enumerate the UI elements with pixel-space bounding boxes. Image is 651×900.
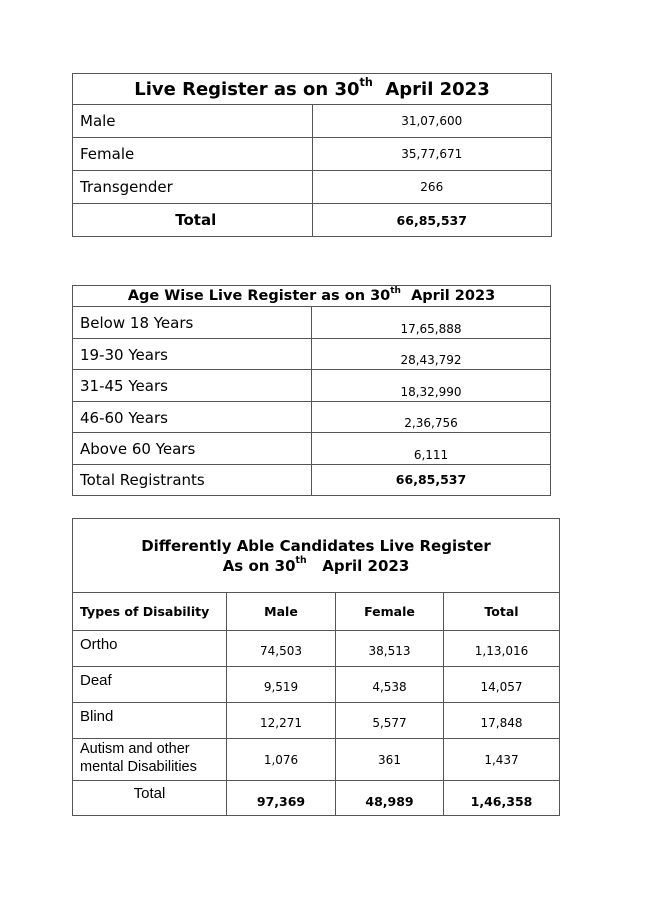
female-count: 38,513 [336,631,444,667]
table-row [73,703,560,739]
male-count: 74,503 [227,631,336,667]
row-label: Female [73,138,313,171]
total-value: 66,85,537 [312,464,551,496]
total-female: 48,989 [336,781,444,816]
total-row [73,464,551,496]
table-row [73,171,552,204]
table-row [73,739,560,781]
total-count: 14,057 [444,667,560,703]
female-count: 4,538 [336,667,444,703]
total-all: 1,46,358 [444,781,560,816]
row-value: 18,32,990 [312,370,551,402]
table-row [73,105,552,138]
disability-type: Ortho [73,631,227,667]
row-label: 19-30 Years [73,338,312,370]
table-title-row [73,286,551,307]
total-label: Total [73,781,227,816]
total-count: 1,13,016 [444,631,560,667]
row-label: Male [73,105,313,138]
age-wise-live-register-table [72,285,551,496]
column-header-male: Male [227,593,336,631]
row-value: 17,65,888 [312,307,551,339]
column-header-row [73,593,560,631]
male-count: 12,271 [227,703,336,739]
table-row [73,307,551,339]
table-row [73,631,560,667]
row-value: 35,77,671 [312,138,552,171]
table-row [73,433,551,465]
table-row [73,401,551,433]
male-count: 9,519 [227,667,336,703]
row-value: 28,43,792 [312,338,551,370]
column-header-total: Total [444,593,560,631]
disability-type: Autism and other mental Disabilities [73,739,227,781]
table-title: Live Register as on 30th April 2023 [73,74,552,105]
table-row [73,370,551,402]
row-label: 46-60 Years [73,401,312,433]
total-value: 66,85,537 [312,204,552,237]
total-count: 17,848 [444,703,560,739]
row-label: Above 60 Years [73,433,312,465]
table-title-row [73,519,560,593]
row-label: Transgender [73,171,313,204]
row-value: 6,111 [312,433,551,465]
table-title: Age Wise Live Register as on 30th April 2023 [73,286,551,307]
row-value: 266 [312,171,552,204]
table-row [73,338,551,370]
row-label: 31-45 Years [73,370,312,402]
table-row [73,667,560,703]
row-value: 2,36,756 [312,401,551,433]
total-row [73,781,560,816]
disability-live-register-table [72,518,560,816]
row-value: 31,07,600 [312,105,552,138]
total-label: Total [73,204,313,237]
total-count: 1,437 [444,739,560,781]
table-row [73,138,552,171]
female-count: 5,577 [336,703,444,739]
table-title-row [73,74,552,105]
total-row [73,204,552,237]
female-count: 361 [336,739,444,781]
gender-live-register-table [72,73,552,237]
disability-type: Deaf [73,667,227,703]
male-count: 1,076 [227,739,336,781]
column-header-type: Types of Disability [73,593,227,631]
disability-type: Blind [73,703,227,739]
total-label: Total Registrants [73,464,312,496]
table-title: Differently Able Candidates Live Register As on 30th April 2023 [73,519,560,593]
column-header-female: Female [336,593,444,631]
total-male: 97,369 [227,781,336,816]
row-label: Below 18 Years [73,307,312,339]
